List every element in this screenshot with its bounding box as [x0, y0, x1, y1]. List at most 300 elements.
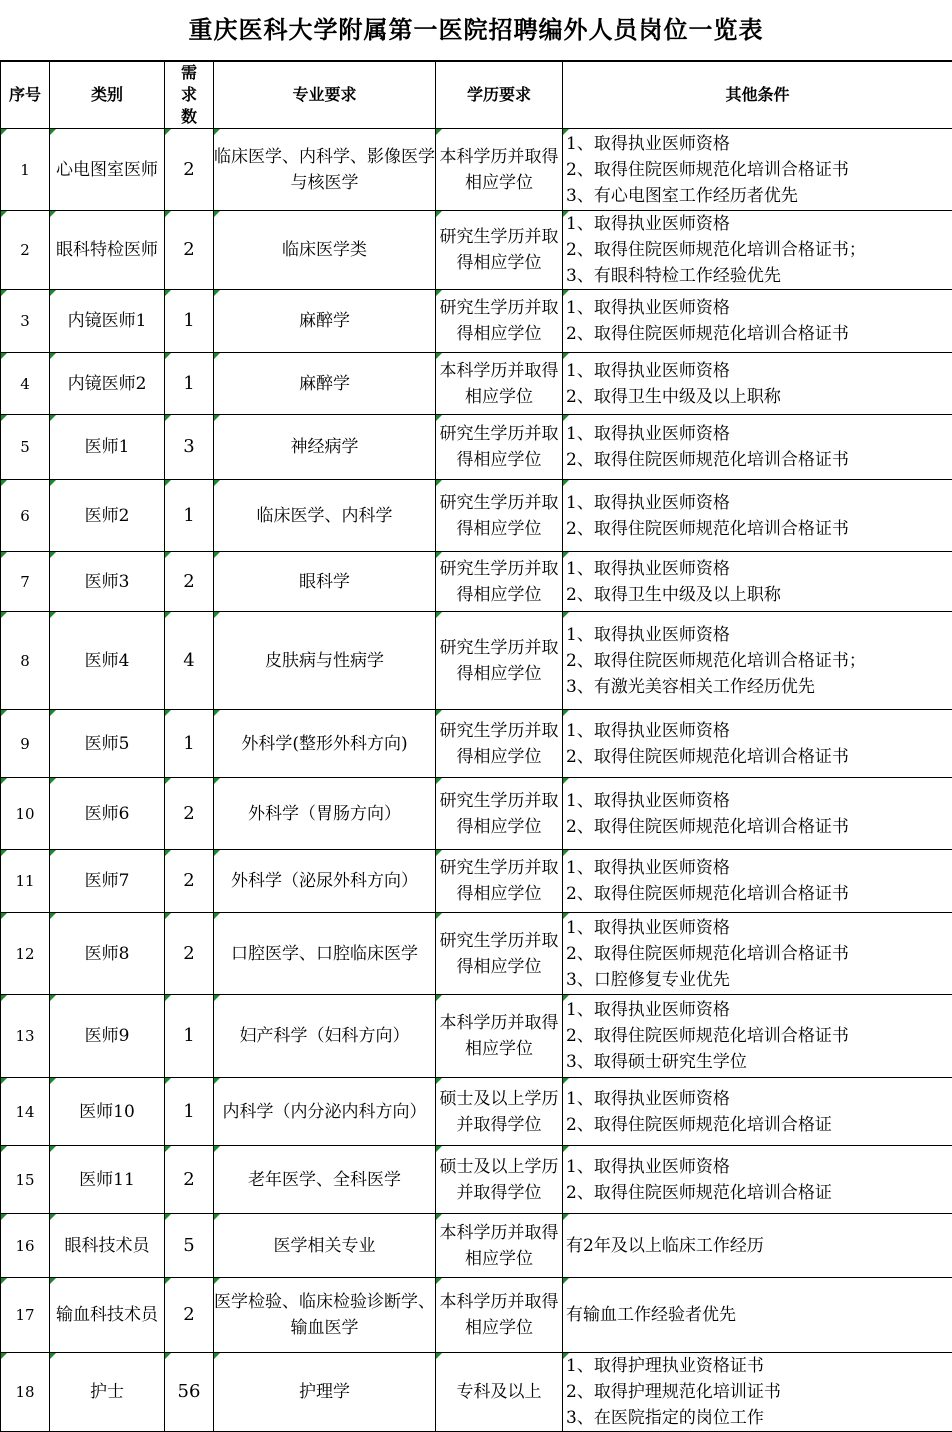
cell-marker-icon — [50, 1078, 56, 1084]
category-cell[interactable] — [50, 129, 165, 211]
header-demand-label: 需求数 — [174, 62, 204, 128]
condition-line: 2、取得住院医师规范化培训合格证 — [566, 1112, 952, 1138]
cell-marker-icon — [214, 913, 220, 919]
seq-cell[interactable] — [1, 612, 50, 710]
major-cell[interactable] — [214, 1146, 436, 1214]
cell-marker-icon — [1, 995, 7, 1001]
category-cell[interactable] — [50, 995, 165, 1078]
count-cell-text: 2 — [183, 159, 194, 180]
table-row — [1, 710, 952, 778]
cell-marker-icon — [1, 850, 7, 856]
major-cell[interactable] — [214, 710, 436, 778]
conditions-cell[interactable] — [563, 353, 952, 415]
seq-cell[interactable] — [1, 129, 50, 211]
cell-marker-icon — [214, 211, 220, 217]
major-cell[interactable] — [214, 1353, 436, 1432]
education-cell[interactable] — [436, 552, 563, 612]
table-row — [1, 480, 952, 552]
major-cell[interactable] — [214, 778, 436, 850]
conditions-cell[interactable] — [563, 850, 952, 913]
conditions-cell[interactable] — [563, 1353, 952, 1432]
table-row — [1, 612, 952, 710]
category-cell[interactable] — [50, 552, 165, 612]
category-cell[interactable] — [50, 612, 165, 710]
conditions-cell[interactable] — [563, 710, 952, 778]
condition-line: 3、取得硕士研究生学位 — [566, 1049, 952, 1075]
cell-marker-icon — [436, 129, 442, 135]
major-cell[interactable] — [214, 995, 436, 1078]
count-cell-text: 4 — [183, 650, 194, 671]
cell-marker-icon — [214, 710, 220, 716]
education-cell[interactable] — [436, 1146, 563, 1214]
count-cell[interactable] — [165, 710, 214, 778]
condition-line: 1、取得执业医师资格 — [566, 622, 952, 648]
education-cell[interactable] — [436, 612, 563, 710]
condition-line: 2、取得卫生中级及以上职称 — [566, 582, 952, 608]
cell-marker-icon — [165, 1146, 171, 1152]
category-cell-text: 护士 — [90, 1382, 124, 1402]
major-cell[interactable] — [214, 1078, 436, 1146]
positions-table — [0, 61, 952, 1432]
major-cell-text: 神经病学 — [291, 437, 359, 457]
cell-marker-icon — [214, 290, 220, 296]
condition-line: 2、取得住院医师规范化培训合格证书 — [566, 941, 952, 967]
cell-marker-icon — [563, 1214, 569, 1220]
education-cell-text: 本科学历并取得相应学位 — [440, 1013, 559, 1059]
table-row — [1, 552, 952, 612]
category-cell-text: 医师1 — [85, 437, 130, 457]
cell-marker-icon — [50, 415, 56, 421]
header-row — [1, 62, 952, 129]
education-cell-text: 本科学历并取得相应学位 — [440, 361, 559, 407]
cell-marker-icon — [165, 415, 171, 421]
cell-marker-icon — [50, 913, 56, 919]
header-other: 其他条件 — [563, 62, 952, 129]
major-cell[interactable] — [214, 480, 436, 552]
cell-marker-icon — [436, 1214, 442, 1220]
major-cell-text: 临床医学、内科学 — [257, 506, 393, 526]
count-cell[interactable] — [165, 290, 214, 353]
cell-marker-icon — [50, 710, 56, 716]
major-cell[interactable] — [214, 290, 436, 353]
education-cell[interactable] — [436, 353, 563, 415]
education-cell[interactable] — [436, 1078, 563, 1146]
major-cell-text: 老年医学、全科医学 — [248, 1170, 401, 1190]
count-cell[interactable] — [165, 850, 214, 913]
education-cell[interactable] — [436, 129, 563, 211]
cell-marker-icon — [50, 612, 56, 618]
category-cell[interactable] — [50, 1353, 165, 1432]
cell-marker-icon — [1, 913, 7, 919]
cell-marker-icon — [563, 1278, 569, 1284]
condition-line: 2、取得卫生中级及以上职称 — [566, 384, 952, 410]
education-cell[interactable] — [436, 211, 563, 290]
major-cell-text: 外科学（泌尿外科方向） — [231, 871, 418, 891]
condition-line: 2、取得住院医师规范化培训合格证书 — [566, 744, 952, 770]
header-category: 类别 — [50, 62, 165, 129]
conditions-cell[interactable] — [563, 1278, 952, 1353]
cell-marker-icon — [165, 552, 171, 558]
cell-marker-icon — [1, 612, 7, 618]
seq-cell[interactable] — [1, 552, 50, 612]
major-cell-text: 临床医学、内科学、影像医学与核医学 — [214, 147, 435, 193]
category-cell-text: 医师5 — [85, 734, 130, 754]
cell-marker-icon — [50, 480, 56, 486]
condition-line: 有输血工作经验者优先 — [566, 1302, 952, 1328]
education-cell[interactable] — [436, 850, 563, 913]
condition-line: 1、取得执业医师资格 — [566, 490, 952, 516]
condition-line: 2、取得住院医师规范化培训合格证书 — [566, 516, 952, 542]
conditions-cell[interactable] — [563, 1214, 952, 1278]
count-cell[interactable] — [165, 415, 214, 480]
major-cell-text: 麻醉学 — [299, 374, 350, 394]
conditions-cell[interactable] — [563, 1078, 952, 1146]
education-cell[interactable] — [436, 290, 563, 353]
cell-marker-icon — [436, 1146, 442, 1152]
conditions-cell[interactable] — [563, 778, 952, 850]
cell-marker-icon — [1, 353, 7, 359]
page-title: 重庆医科大学附属第一医院招聘编外人员岗位一览表 — [0, 0, 952, 61]
cell-marker-icon — [165, 778, 171, 784]
seq-cell-text: 8 — [20, 652, 30, 670]
major-cell[interactable] — [214, 415, 436, 480]
education-cell-text: 研究生学历并取得相应学位 — [440, 493, 559, 539]
education-cell-text: 研究生学历并取得相应学位 — [440, 858, 559, 904]
cell-marker-icon — [1, 290, 7, 296]
table-row — [1, 913, 952, 995]
seq-cell[interactable] — [1, 290, 50, 353]
seq-cell[interactable] — [1, 1214, 50, 1278]
major-cell[interactable] — [214, 1278, 436, 1353]
cell-marker-icon — [563, 710, 569, 716]
cell-marker-icon — [563, 1146, 569, 1152]
cell-marker-icon — [165, 290, 171, 296]
count-cell[interactable] — [165, 1278, 214, 1353]
major-cell-text: 医学检验、临床检验诊断学、输血医学 — [214, 1292, 435, 1338]
conditions-cell[interactable] — [563, 211, 952, 290]
count-cell-text: 1 — [183, 310, 194, 331]
condition-line: 1、取得执业医师资格 — [566, 556, 952, 582]
seq-cell-text: 18 — [15, 1383, 34, 1401]
count-cell[interactable] — [165, 353, 214, 415]
major-cell-text: 眼科学 — [299, 572, 350, 592]
cell-marker-icon — [165, 995, 171, 1001]
category-cell-text: 医师9 — [85, 1026, 130, 1046]
conditions-cell[interactable] — [563, 480, 952, 552]
count-cell-text: 2 — [183, 239, 194, 260]
count-cell-text: 56 — [178, 1381, 201, 1402]
seq-cell-text: 11 — [15, 872, 34, 890]
condition-line: 1、取得护理执业资格证书 — [566, 1353, 952, 1379]
category-cell[interactable] — [50, 913, 165, 995]
category-cell-text: 医师10 — [79, 1102, 135, 1122]
count-cell[interactable] — [165, 129, 214, 211]
education-cell-text: 研究生学历并取得相应学位 — [440, 791, 559, 837]
seq-cell[interactable] — [1, 353, 50, 415]
education-cell-text: 硕士及以上学历并取得学位 — [440, 1089, 559, 1135]
count-cell-text: 2 — [183, 870, 194, 891]
count-cell-text: 1 — [183, 373, 194, 394]
seq-cell-text: 4 — [20, 375, 30, 393]
category-cell[interactable] — [50, 1278, 165, 1353]
table-row — [1, 415, 952, 480]
condition-line: 2、取得住院医师规范化培训合格证书 — [566, 321, 952, 347]
seq-cell[interactable] — [1, 415, 50, 480]
education-cell[interactable] — [436, 710, 563, 778]
cell-marker-icon — [436, 480, 442, 486]
condition-line: 2、取得护理规范化培训证书 — [566, 1379, 952, 1405]
education-cell[interactable] — [436, 1214, 563, 1278]
count-cell-text: 2 — [183, 803, 194, 824]
count-cell[interactable] — [165, 778, 214, 850]
education-cell-text: 研究生学历并取得相应学位 — [440, 298, 559, 344]
count-cell[interactable] — [165, 1146, 214, 1214]
cell-marker-icon — [563, 612, 569, 618]
education-cell[interactable] — [436, 1353, 563, 1432]
major-cell-text: 临床医学类 — [282, 240, 367, 260]
conditions-cell[interactable] — [563, 552, 952, 612]
education-cell[interactable] — [436, 1278, 563, 1353]
conditions-cell[interactable] — [563, 1146, 952, 1214]
count-cell[interactable] — [165, 1214, 214, 1278]
count-cell-text: 1 — [183, 505, 194, 526]
cell-marker-icon — [165, 353, 171, 359]
table-row — [1, 1078, 952, 1146]
condition-line: 1、取得执业医师资格 — [566, 211, 952, 237]
cell-marker-icon — [50, 211, 56, 217]
category-cell[interactable] — [50, 710, 165, 778]
seq-cell-text: 7 — [20, 573, 30, 591]
condition-line: 2、取得住院医师规范化培训合格证书 — [566, 814, 952, 840]
category-cell-text: 医师7 — [85, 871, 130, 891]
condition-line: 1、取得执业医师资格 — [566, 788, 952, 814]
table-row — [1, 1353, 952, 1432]
category-cell-text: 医师11 — [79, 1170, 135, 1190]
cell-marker-icon — [165, 612, 171, 618]
education-cell-text: 研究生学历并取得相应学位 — [440, 931, 559, 977]
seq-cell-text: 5 — [20, 438, 30, 456]
category-cell-text: 眼科特检医师 — [56, 240, 158, 260]
major-cell-text: 妇产科学（妇科方向） — [240, 1026, 410, 1046]
conditions-cell[interactable] — [563, 913, 952, 995]
major-cell[interactable] — [214, 850, 436, 913]
seq-cell-text: 10 — [15, 805, 34, 823]
count-cell[interactable] — [165, 1353, 214, 1432]
cell-marker-icon — [436, 850, 442, 856]
cell-marker-icon — [50, 353, 56, 359]
education-cell-text: 研究生学历并取得相应学位 — [440, 638, 559, 684]
condition-line: 2、取得住院医师规范化培训合格证书 — [566, 1023, 952, 1049]
cell-marker-icon — [436, 1353, 442, 1359]
education-cell[interactable] — [436, 778, 563, 850]
category-cell-text: 医师8 — [85, 944, 130, 964]
education-cell-text: 本科学历并取得相应学位 — [440, 147, 559, 193]
header-major: 专业要求 — [214, 62, 436, 129]
education-cell[interactable] — [436, 995, 563, 1078]
cell-marker-icon — [214, 480, 220, 486]
seq-cell[interactable] — [1, 995, 50, 1078]
cell-marker-icon — [214, 129, 220, 135]
count-cell-text: 2 — [183, 943, 194, 964]
category-cell-text: 输血科技术员 — [56, 1305, 158, 1325]
conditions-cell[interactable] — [563, 415, 952, 480]
major-cell-text: 护理学 — [299, 1382, 350, 1402]
cell-marker-icon — [436, 612, 442, 618]
category-cell[interactable] — [50, 480, 165, 552]
count-cell[interactable] — [165, 612, 214, 710]
major-cell[interactable] — [214, 612, 436, 710]
seq-cell[interactable] — [1, 1353, 50, 1432]
seq-cell[interactable] — [1, 778, 50, 850]
major-cell-text: 口腔医学、口腔临床医学 — [231, 944, 418, 964]
condition-line: 3、有激光美容相关工作经历优先 — [566, 674, 952, 700]
condition-line: 1、取得执业医师资格 — [566, 1086, 952, 1112]
header-demand — [165, 62, 214, 129]
education-cell-text: 研究生学历并取得相应学位 — [440, 424, 559, 470]
count-cell[interactable] — [165, 995, 214, 1078]
cell-marker-icon — [214, 778, 220, 784]
seq-cell-text: 1 — [20, 161, 30, 179]
cell-marker-icon — [1, 710, 7, 716]
count-cell-text: 2 — [183, 1304, 194, 1325]
seq-cell[interactable] — [1, 1146, 50, 1214]
category-cell-text: 内镜医师1 — [68, 311, 147, 331]
category-cell[interactable] — [50, 778, 165, 850]
category-cell[interactable] — [50, 1078, 165, 1146]
cell-marker-icon — [50, 552, 56, 558]
count-cell[interactable] — [165, 552, 214, 612]
header-education: 学历要求 — [436, 62, 563, 129]
condition-line: 1、取得执业医师资格 — [566, 855, 952, 881]
category-cell[interactable] — [50, 415, 165, 480]
cell-marker-icon — [214, 353, 220, 359]
condition-line: 1、取得执业医师资格 — [566, 1154, 952, 1180]
count-cell[interactable] — [165, 480, 214, 552]
conditions-cell[interactable] — [563, 129, 952, 211]
cell-marker-icon — [214, 1214, 220, 1220]
condition-line: 1、取得执业医师资格 — [566, 421, 952, 447]
major-cell[interactable] — [214, 129, 436, 211]
count-cell-text: 1 — [183, 733, 194, 754]
table-row — [1, 850, 952, 913]
conditions-cell[interactable] — [563, 290, 952, 353]
category-cell[interactable] — [50, 1214, 165, 1278]
category-cell[interactable] — [50, 1146, 165, 1214]
condition-line: 3、有眼科特检工作经验优先 — [566, 263, 952, 289]
condition-line: 2、取得住院医师规范化培训合格证书 — [566, 447, 952, 473]
major-cell-text: 外科学(整形外科方向) — [241, 734, 407, 754]
cell-marker-icon — [563, 1353, 569, 1359]
cell-marker-icon — [1, 778, 7, 784]
seq-cell[interactable] — [1, 211, 50, 290]
cell-marker-icon — [165, 1278, 171, 1284]
cell-marker-icon — [165, 480, 171, 486]
category-cell[interactable] — [50, 211, 165, 290]
seq-cell-text: 3 — [20, 312, 30, 330]
cell-marker-icon — [165, 913, 171, 919]
cell-marker-icon — [214, 850, 220, 856]
cell-marker-icon — [436, 415, 442, 421]
cell-marker-icon — [214, 1146, 220, 1152]
category-cell-text: 医师6 — [85, 804, 130, 824]
cell-marker-icon — [563, 211, 569, 217]
condition-line: 3、在医院指定的岗位工作 — [566, 1405, 952, 1431]
major-cell[interactable] — [214, 353, 436, 415]
count-cell-text: 2 — [183, 1169, 194, 1190]
seq-cell-text: 6 — [20, 507, 30, 525]
major-cell-text: 内科学（内分泌内科方向） — [223, 1102, 427, 1122]
cell-marker-icon — [165, 129, 171, 135]
condition-line: 1、取得执业医师资格 — [566, 131, 952, 157]
cell-marker-icon — [50, 995, 56, 1001]
cell-marker-icon — [1, 1078, 7, 1084]
cell-marker-icon — [165, 211, 171, 217]
cell-marker-icon — [165, 1078, 171, 1084]
education-cell-text: 研究生学历并取得相应学位 — [440, 721, 559, 767]
table-row — [1, 778, 952, 850]
category-cell[interactable] — [50, 290, 165, 353]
conditions-cell[interactable] — [563, 612, 952, 710]
count-cell[interactable] — [165, 211, 214, 290]
cell-marker-icon — [436, 211, 442, 217]
cell-marker-icon — [436, 710, 442, 716]
education-cell[interactable] — [436, 913, 563, 995]
major-cell[interactable] — [214, 211, 436, 290]
cell-marker-icon — [214, 1078, 220, 1084]
count-cell[interactable] — [165, 1078, 214, 1146]
major-cell-text: 皮肤病与性病学 — [265, 651, 384, 671]
conditions-cell[interactable] — [563, 995, 952, 1078]
seq-cell[interactable] — [1, 1078, 50, 1146]
seq-cell[interactable] — [1, 710, 50, 778]
category-cell-text: 医师3 — [85, 572, 130, 592]
table-row — [1, 1278, 952, 1353]
cell-marker-icon — [50, 778, 56, 784]
category-cell-text: 医师4 — [85, 651, 130, 671]
category-cell[interactable] — [50, 850, 165, 913]
cell-marker-icon — [563, 913, 569, 919]
cell-marker-icon — [214, 1353, 220, 1359]
table-row — [1, 129, 952, 211]
seq-cell[interactable] — [1, 850, 50, 913]
table-row — [1, 290, 952, 353]
count-cell[interactable] — [165, 913, 214, 995]
seq-cell[interactable] — [1, 480, 50, 552]
cell-marker-icon — [1, 1146, 7, 1152]
table-row — [1, 995, 952, 1078]
major-cell[interactable] — [214, 552, 436, 612]
cell-marker-icon — [563, 290, 569, 296]
education-cell-text: 硕士及以上学历并取得学位 — [440, 1157, 559, 1203]
major-cell-text: 医学相关专业 — [274, 1236, 376, 1256]
seq-cell-text: 9 — [20, 735, 30, 753]
major-cell[interactable] — [214, 913, 436, 995]
table-row — [1, 1214, 952, 1278]
category-cell[interactable] — [50, 353, 165, 415]
condition-line: 2、取得住院医师规范化培训合格证书； — [566, 237, 952, 263]
education-cell[interactable] — [436, 480, 563, 552]
seq-cell-text: 16 — [15, 1237, 34, 1255]
education-cell[interactable] — [436, 415, 563, 480]
seq-cell[interactable] — [1, 1278, 50, 1353]
cell-marker-icon — [436, 552, 442, 558]
condition-line: 2、取得住院医师规范化培训合格证书 — [566, 881, 952, 907]
education-cell-text: 本科学历并取得相应学位 — [440, 1292, 559, 1338]
cell-marker-icon — [563, 353, 569, 359]
major-cell[interactable] — [214, 1214, 436, 1278]
cell-marker-icon — [165, 1353, 171, 1359]
seq-cell[interactable] — [1, 913, 50, 995]
